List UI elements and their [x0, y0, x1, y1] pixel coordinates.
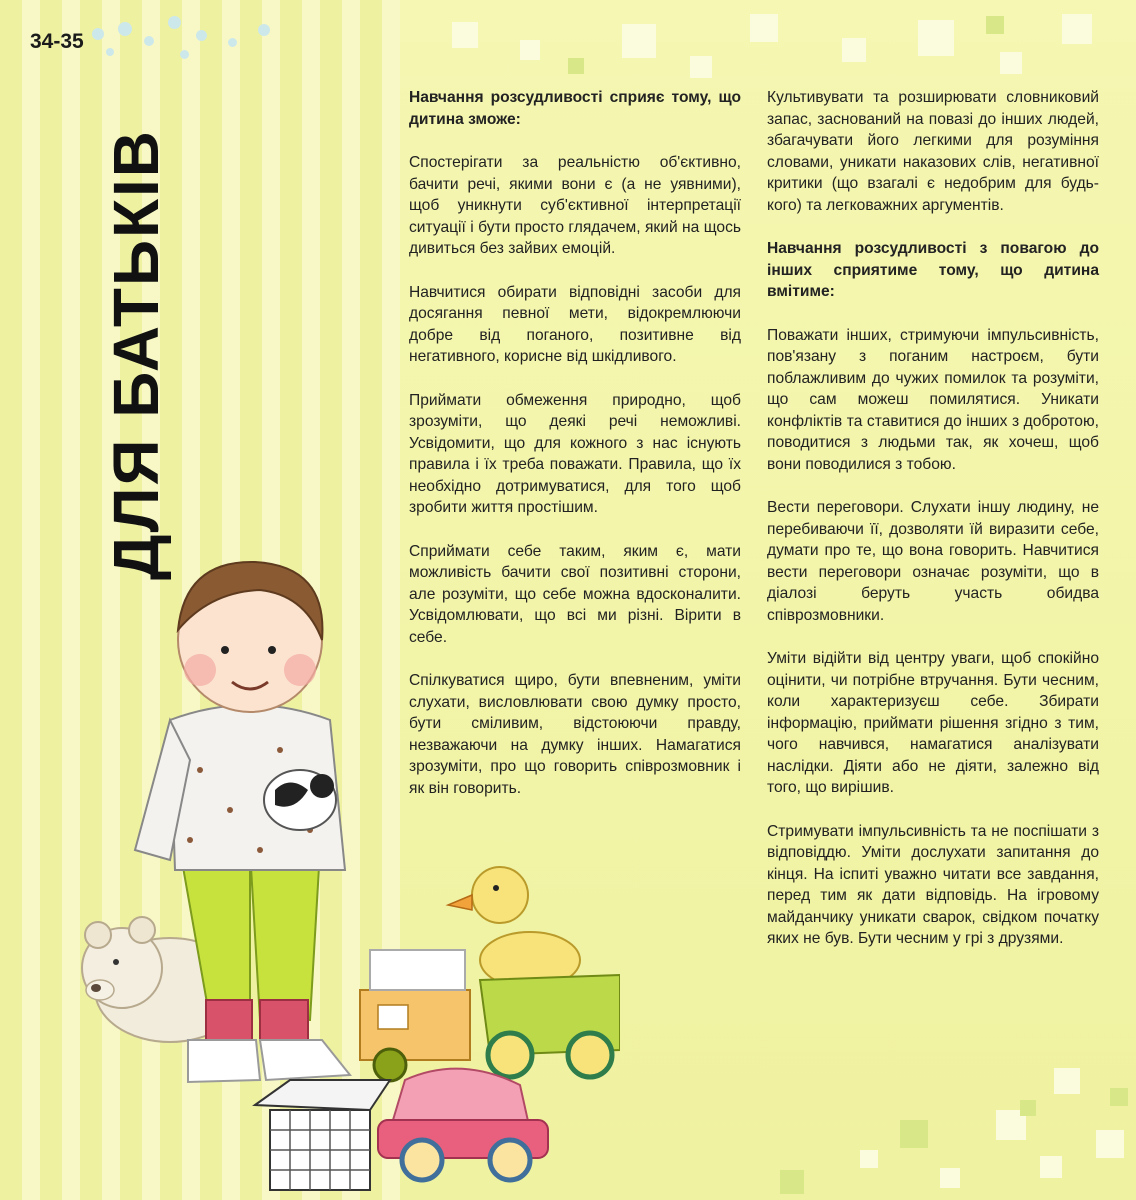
decor-dot — [92, 28, 104, 40]
paragraph: Вести переговори. Слухати іншу людину, не перебиваючи її, дозволяти їй виразити себе, думати про те, що вона говорить. Навчитися вести переговори означає розуміти, що в діалозі беруть участь обидва співрозмовники. — [767, 499, 1099, 624]
decor-square — [690, 56, 712, 78]
paragraph: Спілкуватися щиро, бути впевненим, уміти слухати, висловлювати свою думку просто, бути сміливим, відстоюючи правду, незважаючи на думку інших. Намагатися зрозуміти, про що говорить співрозмовник і як він говорить. — [409, 672, 741, 797]
decor-square — [1096, 1130, 1124, 1158]
decor-dot — [258, 24, 270, 36]
decor-square — [900, 1120, 928, 1148]
decor-square — [1062, 14, 1092, 44]
decor-square — [750, 14, 778, 42]
decor-dot — [118, 22, 132, 36]
decor-square — [860, 1150, 878, 1168]
decor-dot — [196, 30, 207, 41]
toy-car-icon — [378, 1069, 548, 1180]
toy-box-icon — [255, 1080, 390, 1190]
paragraph: Поважати інших, стримуючи імпульсивність, пов'язану з поганим настроєм, бути поблажливим до чужих помилок та розуміти, що сам можеш помилятися. Уникати конфліктів та ставитися до інших з добротою, поводитися з людьми так, як хочеш, щоб вони поводилися з тобою. — [767, 326, 1099, 473]
decor-square — [622, 24, 656, 58]
decor-square — [1110, 1088, 1128, 1106]
decor-square — [452, 22, 478, 48]
decor-square — [940, 1168, 960, 1188]
decor-square — [1054, 1068, 1080, 1094]
decor-square — [1020, 1100, 1036, 1116]
decor-square — [1040, 1156, 1062, 1178]
decor-square — [780, 1170, 804, 1194]
toy-truck-icon — [360, 950, 470, 1081]
paragraph: Навчитися обирати відповідні засоби для досягання певної мети, відокремлюючи добре від поганого, позитивне від негативного, корисне від шкідливого. — [409, 283, 741, 365]
section-heading: Навчання розсудливості з повагою до інших сприятиме тому, що дитина вмітиме: — [767, 240, 1099, 300]
decor-dot — [144, 36, 154, 46]
toy-wagon-icon — [480, 975, 620, 1077]
decor-dot — [180, 50, 189, 59]
paragraph: Уміти відійти від центру уваги, щоб спокійно оцінити, чи потрібне втручання. Бути чесним, коли характеризуєш себе. Збирати інформацію, приймати рішення згідно з тим, чого навчився, намагатися аналізувати наслідки. Діяти або не діяти, залежно від того, що вирішив. — [767, 650, 1099, 796]
paragraph: Сприймати себе таким, яким є, мати можливість бачити свої позитивні сторони, але розуміти, що себе можна вдосконалити. Усвідомлювати, що всі ми різні. Вірити в себе. — [409, 542, 741, 646]
decor-square — [986, 16, 1004, 34]
decor-dot — [228, 38, 237, 47]
text-column-left — [409, 87, 741, 821]
section-title: ДЛЯ БАТЬКІВ — [100, 128, 172, 580]
decor-dot — [168, 16, 181, 29]
paragraph: Культивувати та розширювати словниковий запас, заснований на повазі до інших людей, збагачувати його легкими для розуміння словами, уникати наказових слів, негативної критики (що взагалі є недобрим для будь-кого) та легковажних аргументів. — [767, 89, 1099, 214]
decor-square — [520, 40, 540, 60]
page-number: 34-35 — [30, 30, 84, 53]
duck-icon — [448, 867, 580, 988]
decor-square — [918, 20, 954, 56]
decor-square — [842, 38, 866, 62]
intro-heading: Навчання розсудливості сприяє тому, що дитина зможе: — [409, 89, 741, 128]
paragraph: Приймати обмеження природно, щоб зрозуміти, що деякі речі неможливі. Усвідомити, що для кожного з нас існують правила і їх треба поважати. Правила, що їх необхідно дотримуватися, для того щоб зробити життя простішим. — [409, 391, 741, 516]
text-column-right — [767, 87, 1099, 972]
paragraph: Спостерігати за реальністю об'єктивно, бачити речі, якими вони є (а не уявними), щоб уникнути суб'єктивної інтерпретації ситуації і бути просто глядачем, який на щось дивиться без зайвих емоцій. — [409, 154, 741, 257]
decor-square — [1000, 52, 1022, 74]
decor-dot — [106, 48, 114, 56]
paragraph: Стримувати імпульсивність та не поспішати з відповіддю. Уміти дослухати запитання до кінця. На іспиті уважно читати все завдання, перед тим як дати відповідь. На ігровому майданчику уникати сварок, свідком початку яких не був. Бути чесним у грі з друзями. — [767, 822, 1099, 947]
decor-square — [568, 58, 584, 74]
